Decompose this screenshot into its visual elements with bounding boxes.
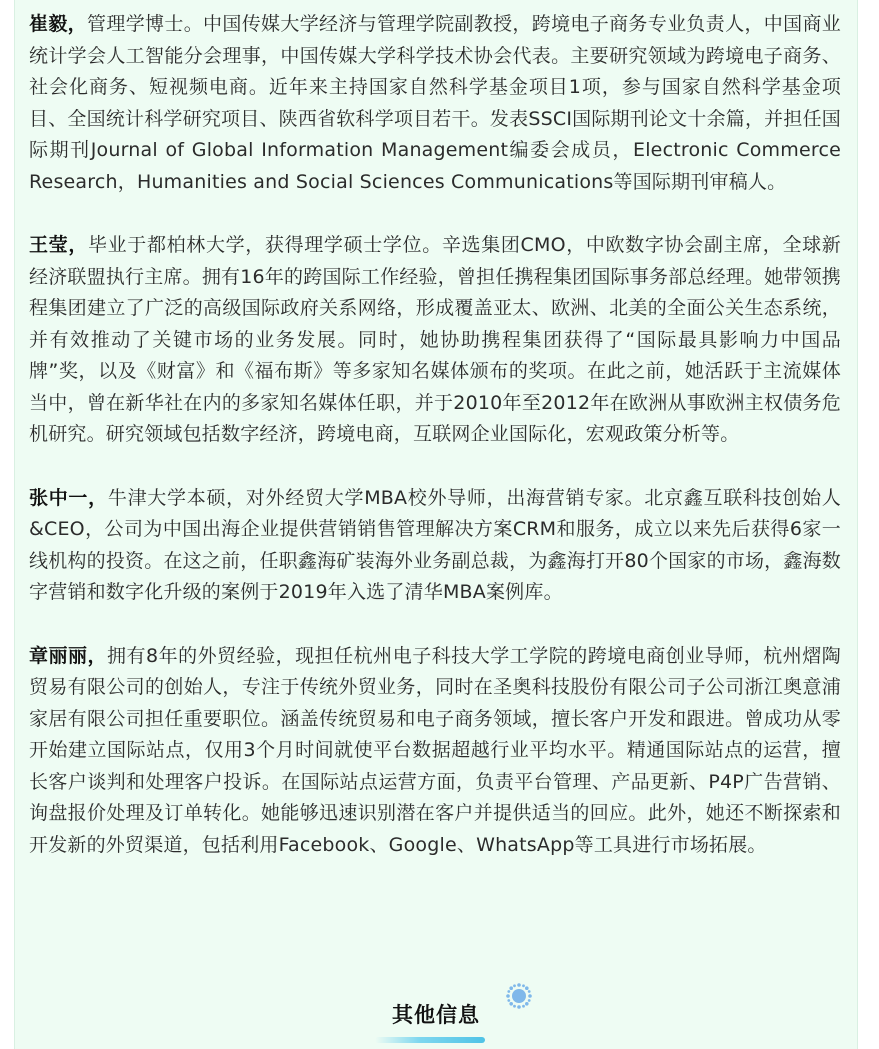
bio-text: 拥有8年的外贸经验，现担任杭州电子科技大学工学院的跨境电商创业导师，杭州熠陶贸易有限公司的创始人，专注于传统外贸业务，同时在圣奥科技股份有限公司子公司浙江奥意浦家居有限公司担任重要职位。涵盖传统贸易和电子商务领域，擅长客户开发和跟进。曾成功从零开始建立国际站点，仅用3个月时间就使平台数据超越行业平均水平。精通国际站点的运营，擅长客户谈判和处理客户投诉。在国际站点运营方面，负责平台管理、产品更新、P4P广告营销、询盘报价处理及订单转化。她能够迅速识别潜在客户并提供适当的回应。此外，她还不断探索和开发新的外贸渠道，包括利用Facebook、Google、WhatsApp等工具进行市场拓展。 xyxy=(29,644,841,856)
bio-text: 毕业于都柏林大学，获得理学硕士学位。辛选集团CMO，中欧数字协会副主席，全球新经济联盟执行主席。拥有16年的跨国际工作经验，曾担任携程集团国际事务部总经理。她带领携程集团建立了广泛的高级国际政府关系网络，形成覆盖亚太、欧洲、北美的全面公关生态系统，并有效推动了关键市场的业务发展。同时，她协助携程集团获得了“国际最具影响力中国品牌”奖，以及《财富》和《福布斯》等多家知名媒体颁布的奖项。在此之前，她活跃于主流媒体当中，曾在新华社在内的多家知名媒体任职，并于2010年至2012年在欧洲从事欧洲主权债务危机研究。研究领域包括数字经济，跨境电商，互联网企业国际化，宏观政策分析等。 xyxy=(29,234,841,445)
bio-list xyxy=(15,0,857,861)
bio-paragraph-zhang-zhongyi xyxy=(29,483,841,609)
section-title: 其他信息 xyxy=(392,1003,480,1027)
bio-paragraph-cui-yi xyxy=(29,9,841,198)
paragraph-spacer xyxy=(29,609,841,641)
paragraph-spacer xyxy=(29,198,841,230)
article-panel xyxy=(14,0,858,1049)
bio-paragraph-wang-ying xyxy=(29,230,841,451)
title-underline xyxy=(375,1037,485,1043)
bio-text: 管理学博士。中国传媒大学经济与管理学院副教授，跨境电子商务专业负责人，中国商业统计学会人工智能分会理事，中国传媒大学科学技术协会代表。主要研究领域为跨境电子商务、社会化商务、短视频电商。近年来主持国家自然科学基金项目1项，参与国家自然科学基金项目、全国统计科学研究项目、陕西省软科学项目若干。发表SSCI国际期刊论文十余篇，并担任国际期刊Journal of Global Information Management编委会成员，Electronic Commerce Research，Humanities and Social Sciences Communications等国际期刊审稿人。 xyxy=(29,13,841,193)
sun-icon xyxy=(505,982,533,1010)
bio-name: 王莹， xyxy=(29,234,88,256)
bio-name: 章丽丽， xyxy=(29,644,108,667)
section-header xyxy=(15,994,857,1049)
bio-name: 崔毅， xyxy=(29,13,88,35)
bio-name: 张中一， xyxy=(29,486,108,509)
bio-paragraph-zhang-lili xyxy=(29,641,841,862)
bio-text: 牛津大学本硕，对外经贸大学MBA校外导师，出海营销专家。北京鑫互联科技创始人&CEO，公司为中国出海企业提供营销销售管理解决方案CRM和服务，成立以来先后获得6家一线机构的投资。在这之前，任职鑫海矿装海外业务副总裁，为鑫海打开80个国家的市场，鑫海数字营销和数字化升级的案例于2019年入选了清华MBA案例库。 xyxy=(29,486,841,603)
paragraph-spacer xyxy=(29,451,841,483)
